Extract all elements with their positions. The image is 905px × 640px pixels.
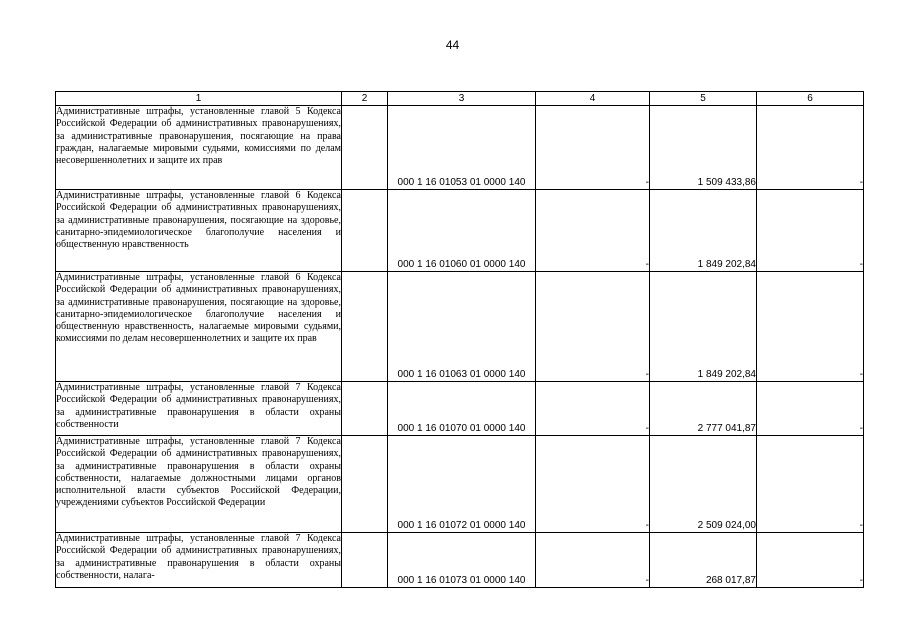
row-col2 — [342, 272, 388, 382]
table-row — [56, 533, 864, 588]
row-col6: - — [757, 190, 864, 272]
row-col2 — [342, 436, 388, 533]
row-amount: 268 017,87 — [650, 533, 757, 588]
column-header-5: 5 — [650, 92, 757, 106]
row-col2 — [342, 382, 388, 436]
row-code: 000 1 16 01070 01 0000 140 — [388, 382, 536, 436]
row-col2 — [342, 106, 388, 190]
row-col6: - — [757, 382, 864, 436]
column-header-3: 3 — [388, 92, 536, 106]
row-amount: 2 777 041,87 — [650, 382, 757, 436]
table-row — [56, 272, 864, 382]
row-col6: - — [757, 272, 864, 382]
row-name: Административные штрафы, установленные главой 6 Кодекса Российской Федерации об административных правонарушениях, за административные правонарушения, посягающие на здоровье, санитарно-эпидемиологическое благополучие населения и общественную нравственность, налагаемые мировыми судьями, комиссиями по делам несовершеннолетних и защите их прав — [56, 272, 342, 382]
row-code: 000 1 16 01073 01 0000 140 — [388, 533, 536, 588]
row-col6: - — [757, 436, 864, 533]
row-name: Административные штрафы, установленные главой 5 Кодекса Российской Федерации об административных правонарушениях, за административные правонарушения, посягающие на права граждан, налагаемые мировыми судьями, комиссиями по делам несовершеннолетних и защите их прав — [56, 106, 342, 190]
row-col2 — [342, 533, 388, 588]
row-col2 — [342, 190, 388, 272]
row-name: Административные штрафы, установленные главой 6 Кодекса Российской Федерации об административных правонарушениях, за административные правонарушения, посягающие на здоровье, санитарно-эпидемиологическое благополучие населения и общественную нравственность — [56, 190, 342, 272]
row-code: 000 1 16 01063 01 0000 140 — [388, 272, 536, 382]
header-row — [56, 92, 864, 106]
page-number: 44 — [445, 38, 460, 52]
row-amount: 1 849 202,84 — [650, 272, 757, 382]
column-header-4: 4 — [536, 92, 650, 106]
row-amount: 2 509 024,00 — [650, 436, 757, 533]
table-row — [56, 382, 864, 436]
table-row — [56, 190, 864, 272]
row-name: Административные штрафы, установленные главой 7 Кодекса Российской Федерации об административных правонарушениях, за административные правонарушения в области охраны собственности, налагаемые должностными лицами органов исполнительной власти субъектов Российской Федерации, учреждениями субъектов Российской Федерации — [56, 436, 342, 533]
column-header-2: 2 — [342, 92, 388, 106]
row-code: 000 1 16 01060 01 0000 140 — [388, 190, 536, 272]
column-header-6: 6 — [757, 92, 864, 106]
row-name: Административные штрафы, установленные главой 7 Кодекса Российской Федерации об административных правонарушениях, за административные правонарушения в области охраны собственности, налага- — [56, 533, 342, 588]
row-col6: - — [757, 533, 864, 588]
row-name: Административные штрафы, установленные главой 7 Кодекса Российской Федерации об административных правонарушениях, за административные правонарушения в области охраны собственности — [56, 382, 342, 436]
row-amount: 1 849 202,84 — [650, 190, 757, 272]
table-row — [56, 106, 864, 190]
column-header-1: 1 — [56, 92, 342, 106]
row-col4: - — [536, 436, 650, 533]
row-code: 000 1 16 01053 01 0000 140 — [388, 106, 536, 190]
row-code: 000 1 16 01072 01 0000 140 — [388, 436, 536, 533]
row-amount: 1 509 433,86 — [650, 106, 757, 190]
row-col4: - — [536, 533, 650, 588]
table-row — [56, 436, 864, 533]
row-col4: - — [536, 190, 650, 272]
row-col6: - — [757, 106, 864, 190]
row-col4: - — [536, 382, 650, 436]
row-col4: - — [536, 106, 650, 190]
revenue-table — [55, 91, 864, 588]
row-col4: - — [536, 272, 650, 382]
